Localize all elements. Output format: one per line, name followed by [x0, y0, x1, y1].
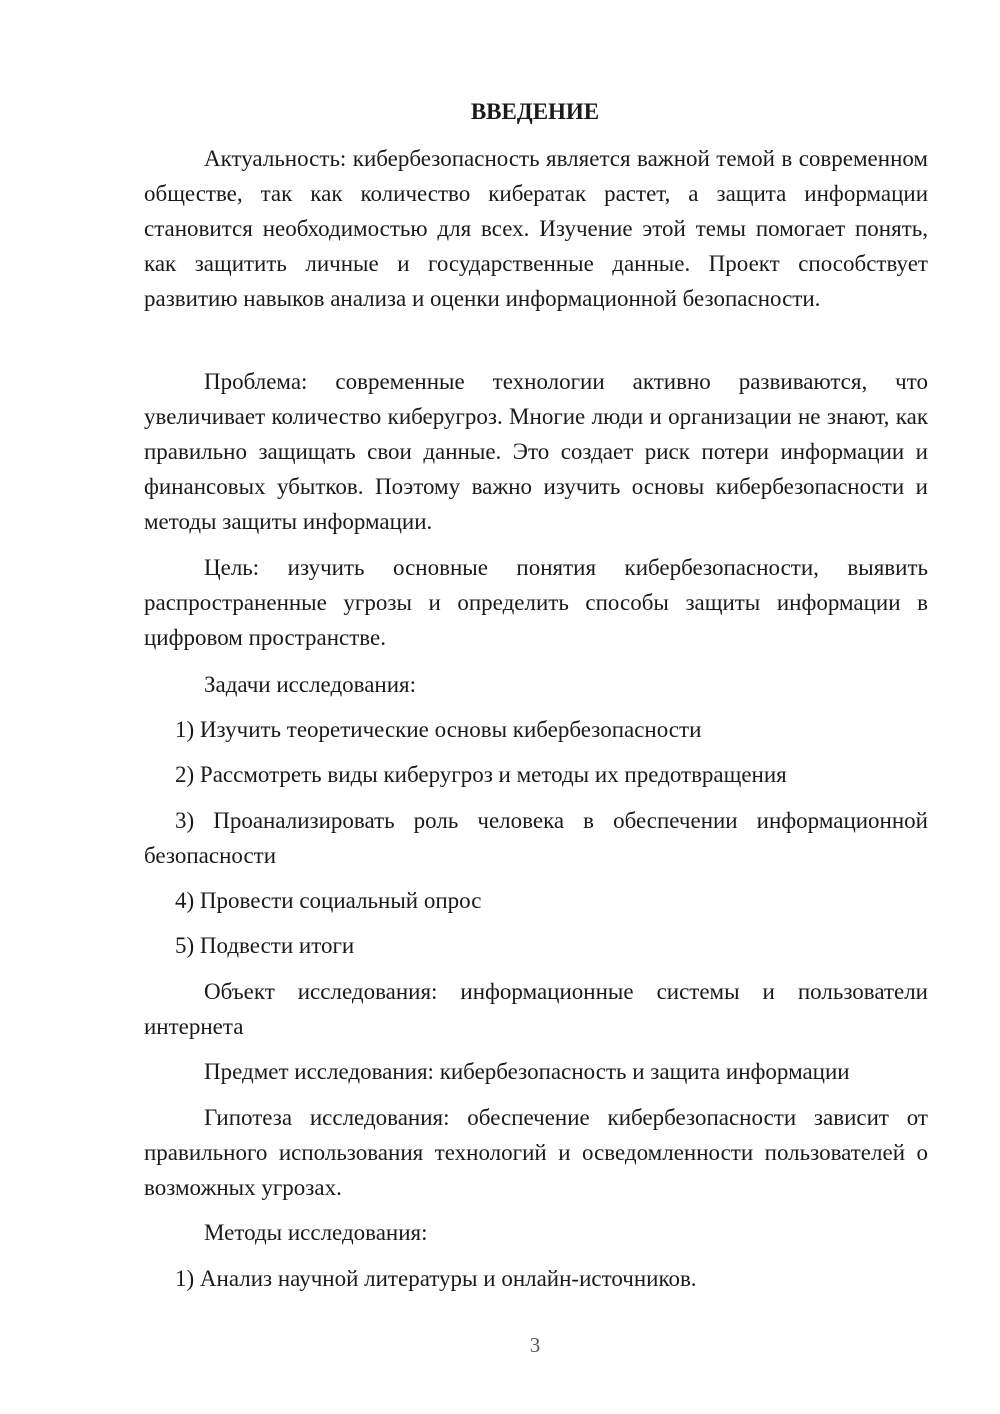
paragraph-goal: Цель: изучить основные понятия кибербезопасности, выявить распространенные угрозы и определить способы защиты информации в цифровом пространстве.	[144, 555, 928, 650]
paragraph-tasks-title: Задачи исследования:	[204, 672, 417, 697]
page-number: 3	[529, 1333, 541, 1357]
paragraph-relevance: Актуальность: кибербезопасность является важной темой в современном обществе, так как количество кибератак растет, а защита информации становится необходимостью для всех. Изучение этой темы помогает понять, как защитить личные и государственные данные. Проект способствует развитию навыков анализа и оценки информационной безопасности.	[144, 146, 928, 311]
paragraph-methods-title: Методы исследования:	[204, 1220, 428, 1245]
paragraph-problem: Проблема: современные технологии активно развиваются, что увеличивает количество киберугроз. Многие люди и организации не знают, как правильно защищать свои данные. Это создает риск потери информации и финансовых убытков. Поэтому важно изучить основы кибербезопасности и методы защиты информации.	[144, 369, 928, 534]
task-item-5: 5) Подвести итоги	[175, 933, 355, 958]
section-heading: ВВЕДЕНИЕ	[470, 99, 600, 124]
task-item-3: 3) Проанализировать роль человека в обеспечении информационной безопасности	[144, 808, 928, 868]
task-item-2: 2) Рассмотреть виды киберугроз и методы их предотвращения	[175, 762, 787, 787]
paragraph-object: Объект исследования: информационные системы и пользователи интернета	[144, 979, 928, 1039]
task-item-1: 1) Изучить теоретические основы кибербезопасности	[175, 717, 702, 742]
task-item-4: 4) Провести социальный опрос	[175, 888, 482, 913]
paragraph-subject: Предмет исследования: кибербезопасность и защита информации	[204, 1059, 850, 1084]
paragraph-hypothesis: Гипотеза исследования: обеспечение кибербезопасности зависит от правильного использования технологий и осведомленности пользователей о возможных угрозах.	[144, 1105, 928, 1200]
method-item-1: 1) Анализ научной литературы и онлайн-источников.	[175, 1266, 697, 1291]
